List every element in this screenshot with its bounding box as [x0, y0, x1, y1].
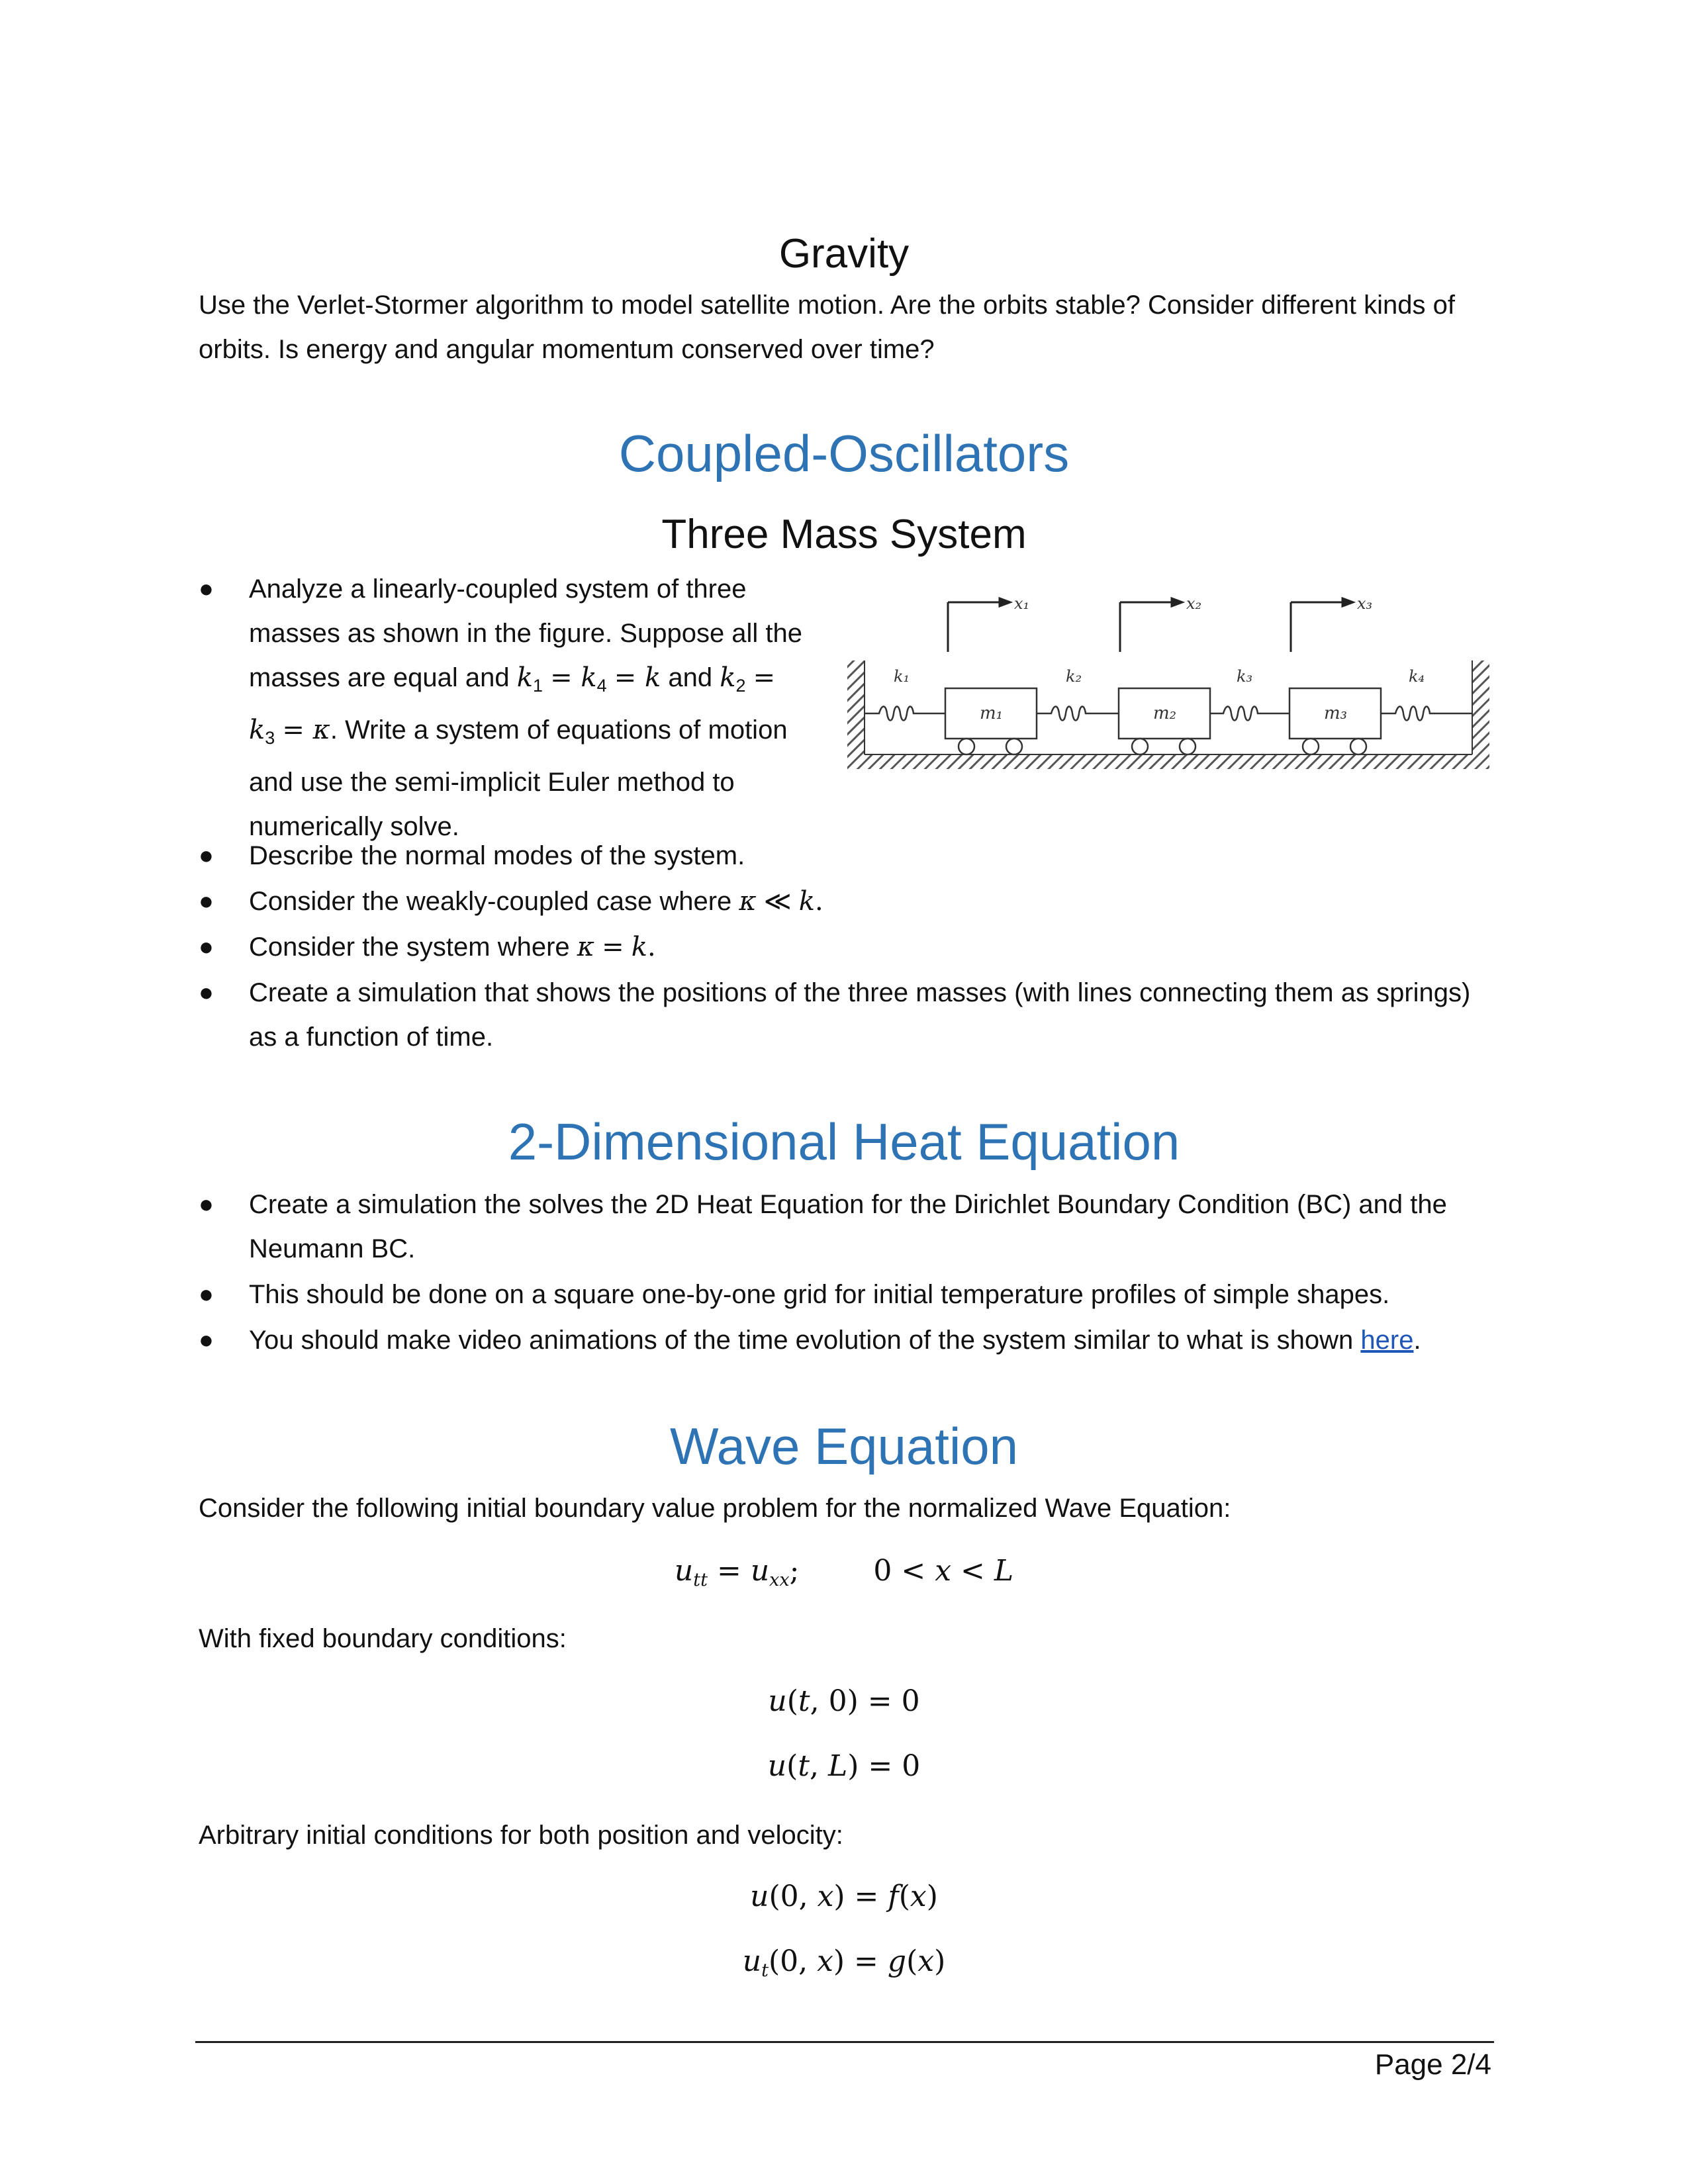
bullet-1-line-5: and use the semi-implicit Euler method to	[249, 768, 735, 797]
heat-bullet-2-text: This should be done on a square one-by-one grid for initial temperature profiles of simple shapes.	[249, 1280, 1390, 1309]
bullet-weakly-coupled	[199, 880, 1496, 924]
bullet-1-text-cont: . Write a system of equations of motion	[330, 715, 788, 745]
heat-bullet-3-text: You should make video animations of the time evolution of the system similar to what is shown	[249, 1326, 1361, 1355]
bullet-simulation	[199, 971, 1496, 1060]
x1-label: x₁	[1014, 594, 1030, 613]
spring-k2	[1037, 707, 1119, 721]
bullet-dot-icon: ●	[199, 1326, 214, 1354]
three-mass-system-figure	[841, 582, 1496, 781]
bullet-1-line-4: $k_3 = \kappa$. Write a system of equations of motion	[249, 715, 788, 748]
bullet-4-line: Consider the system where κ = k.	[249, 932, 656, 962]
heat-bullet-3-period: .	[1413, 1326, 1421, 1355]
wheel	[1350, 739, 1366, 754]
bullet-dot-icon: ●	[199, 842, 214, 870]
wave-equation-formula: $u_{tt} = u_{xx}$; 0 < x < L	[674, 1554, 1014, 1590]
coupled-oscillators-heading: Coupled-Oscillators	[618, 424, 1070, 482]
page-number: Page 2/4	[1374, 2048, 1491, 2081]
wave-intro: Consider the following initial boundary value problem for the normalized Wave Equation:	[199, 1494, 1231, 1523]
bullet-1-line-2: masses as shown in the figure. Suppose all the	[249, 619, 803, 648]
bullet-dot-icon: ●	[199, 1191, 214, 1218]
gravity-paragraph-line-1: Use the Verlet-Stormer algorithm to model satellite motion. Are the orbits stable? Consider different kinds of	[199, 291, 1455, 320]
initial-velocity-condition: $u_t(0$, x) = g(x)	[742, 1944, 946, 1981]
bullet-5-line-2: as a function of time.	[249, 1023, 494, 1052]
heat-bullet-3-line	[249, 1318, 1421, 1363]
right-wall	[1472, 660, 1489, 768]
bullet-heat-animations	[199, 1318, 1496, 1363]
bullet-dot-icon: ●	[199, 1281, 214, 1308]
k3-label: k₃	[1237, 667, 1253, 686]
left-wall	[847, 660, 865, 768]
boundary-condition-left: u(t, 0) = 0	[768, 1684, 920, 1718]
m2-label: m₂	[1153, 704, 1177, 723]
bullet-4-text: Consider the system where	[249, 933, 570, 962]
x2-label: x₂	[1186, 594, 1202, 613]
m1-label: m₁	[980, 704, 1004, 723]
bullet-3-line: Consider the weakly-coupled case where κ ≪ k.	[249, 886, 823, 917]
spring-k1	[865, 707, 945, 721]
fixed-boundary-text: With fixed boundary conditions:	[199, 1624, 567, 1653]
spring-k4	[1381, 707, 1472, 721]
x3-displacement-arrow	[1291, 598, 1353, 652]
m3-label: m₃	[1324, 704, 1348, 723]
initial-conditions-text: Arbitrary initial conditions for both position and velocity:	[199, 1821, 843, 1850]
heat-bullet-1-line-1: Create a simulation the solves the 2D Heat Equation for the Dirichlet Boundary Condition (BC) and the	[249, 1190, 1447, 1219]
bullet-normal-modes	[199, 834, 1496, 878]
x1-displacement-arrow	[948, 598, 1010, 652]
bullet-analyze-system	[199, 567, 834, 845]
x2-displacement-arrow	[1120, 598, 1182, 652]
initial-position-condition: u(0, x) = f(x)	[750, 1880, 938, 1913]
bullet-2-text: Describe the normal modes of the system.	[249, 841, 745, 870]
k2-label: k₂	[1066, 667, 1082, 686]
heat-equation-heading: 2-Dimensional Heat Equation	[508, 1113, 1180, 1171]
three-mass-subheading: Three Mass System	[661, 512, 1027, 557]
bullet-heat-simulation	[199, 1183, 1496, 1271]
bullet-dot-icon: ●	[199, 575, 214, 603]
bullet-dot-icon: ●	[199, 979, 214, 1007]
heat-bullet-1-line-2: Neumann BC.	[249, 1234, 416, 1263]
wheel	[959, 739, 974, 754]
bullet-heat-grid	[199, 1273, 1496, 1317]
bullet-1-text: masses are equal and	[249, 663, 510, 692]
k4-label: k₄	[1409, 667, 1425, 686]
bullet-dot-icon: ●	[199, 933, 214, 961]
wheel	[1180, 739, 1196, 754]
wheel	[1006, 739, 1022, 754]
bullet-1-line-3: masses are equal and $k_1 = k_4 = k$ and $k_2$ =	[249, 662, 776, 696]
wave-equation-heading: Wave Equation	[669, 1417, 1019, 1475]
boundary-condition-right: u(t, L) = 0	[767, 1749, 921, 1783]
bullet-kappa-equals-k	[199, 925, 1496, 970]
bullet-1-and: and	[668, 663, 713, 692]
wheel	[1132, 739, 1148, 754]
footer-rule	[195, 2041, 1494, 2043]
gravity-heading: Gravity	[778, 231, 910, 277]
bullet-1-line-6: numerically solve.	[249, 812, 459, 841]
here-link[interactable]: here	[1360, 1326, 1414, 1355]
wheel	[1303, 739, 1319, 754]
x3-label: x₃	[1357, 594, 1373, 613]
bullet-dot-icon: ●	[199, 887, 214, 915]
bullet-3-text: Consider the weakly-coupled case where	[249, 887, 732, 916]
k1-label: k₁	[894, 667, 910, 686]
spring-k3	[1210, 707, 1289, 721]
bullet-1-line-1: Analyze a linearly-coupled system of three	[249, 574, 747, 604]
gravity-paragraph-line-2: orbits. Is energy and angular momentum conserved over time?	[199, 335, 935, 364]
bullet-5-line-1: Create a simulation that shows the positions of the three masses (with lines connecting them as springs)	[249, 978, 1471, 1007]
floor	[847, 754, 1489, 769]
